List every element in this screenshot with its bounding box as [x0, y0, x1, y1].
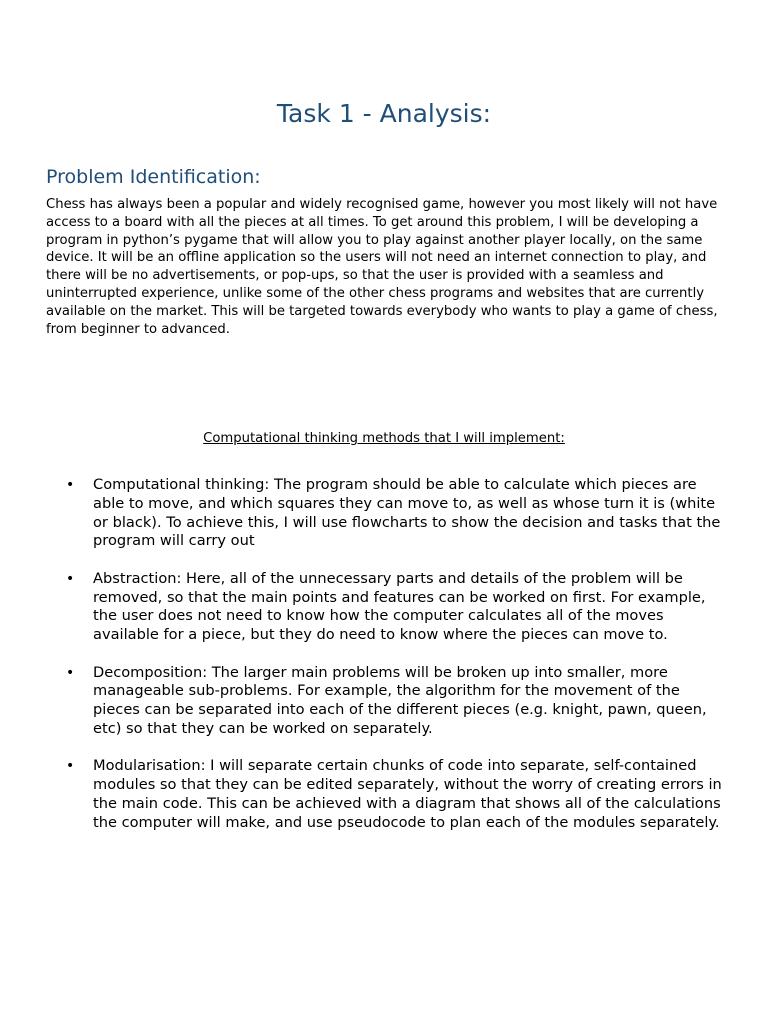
list-item: [66, 664, 726, 739]
methods-heading: Computational thinking methods that I will implement:: [203, 431, 565, 446]
list-item: [66, 570, 726, 645]
method-text: Abstraction: Here, all of the unnecessary parts and details of the problem will be removed, so that the main points and features can be worked on first. For example, the user does not need to know how the computer calculates all of the moves available for a piece, but they do need to know where the pieces can move to.: [93, 569, 706, 644]
problem-identification-heading: Problem Identification:: [46, 166, 261, 188]
page-title: Task 1 - Analysis:: [276, 99, 492, 128]
list-item: [66, 757, 726, 832]
bullet-icon: •: [66, 570, 75, 587]
list-item: [66, 476, 726, 551]
bullet-icon: •: [66, 477, 75, 493]
problem-identification-paragraph: Chess has always been a popular and widely recognised game, however you most likely will not have access to a board with all the pieces at all times. To get around this problem, I will be developing a program in python’s pygame that will allow you to play against another player locally, on the same device. It will be an offline application so the users will not need an internet connection to play, and there will be no advertisements, or pop-ups, so that the user is provided with a seamless and uninterrupted experience, unlike some of the other chess programs and websites that are currently available on the market. This will be targeted towards everybody who wants to play a game of chess, from beginner to advanced.: [46, 197, 718, 337]
method-text: Computational thinking: The program should be able to calculate which pieces are able to move, and which squares they can move to, as well as whose turn it is (white or black). To achieve this, I will use flowcharts to show the decision and tasks that the program will carry out: [93, 476, 721, 550]
method-text: Modularisation: I will separate certain chunks of code into separate, self-contained modules so that they can be edited separately, without the worry of creating errors in the main code. This can be achieved with a diagram that shows all of the calculations the computer will make, and use pseudocode to plan each of the modules separately.: [93, 757, 722, 831]
bullet-icon: •: [66, 664, 75, 681]
method-text: Decomposition: The larger main problems will be broken up into smaller, more manageable sub-problems. For example, the algorithm for the movement of the pieces can be separated into each of the different pieces (e.g. knight, pawn, queen, etc) so that they can be worked on separately.: [93, 663, 707, 737]
bullet-icon: •: [66, 758, 75, 775]
methods-list: [66, 476, 726, 851]
